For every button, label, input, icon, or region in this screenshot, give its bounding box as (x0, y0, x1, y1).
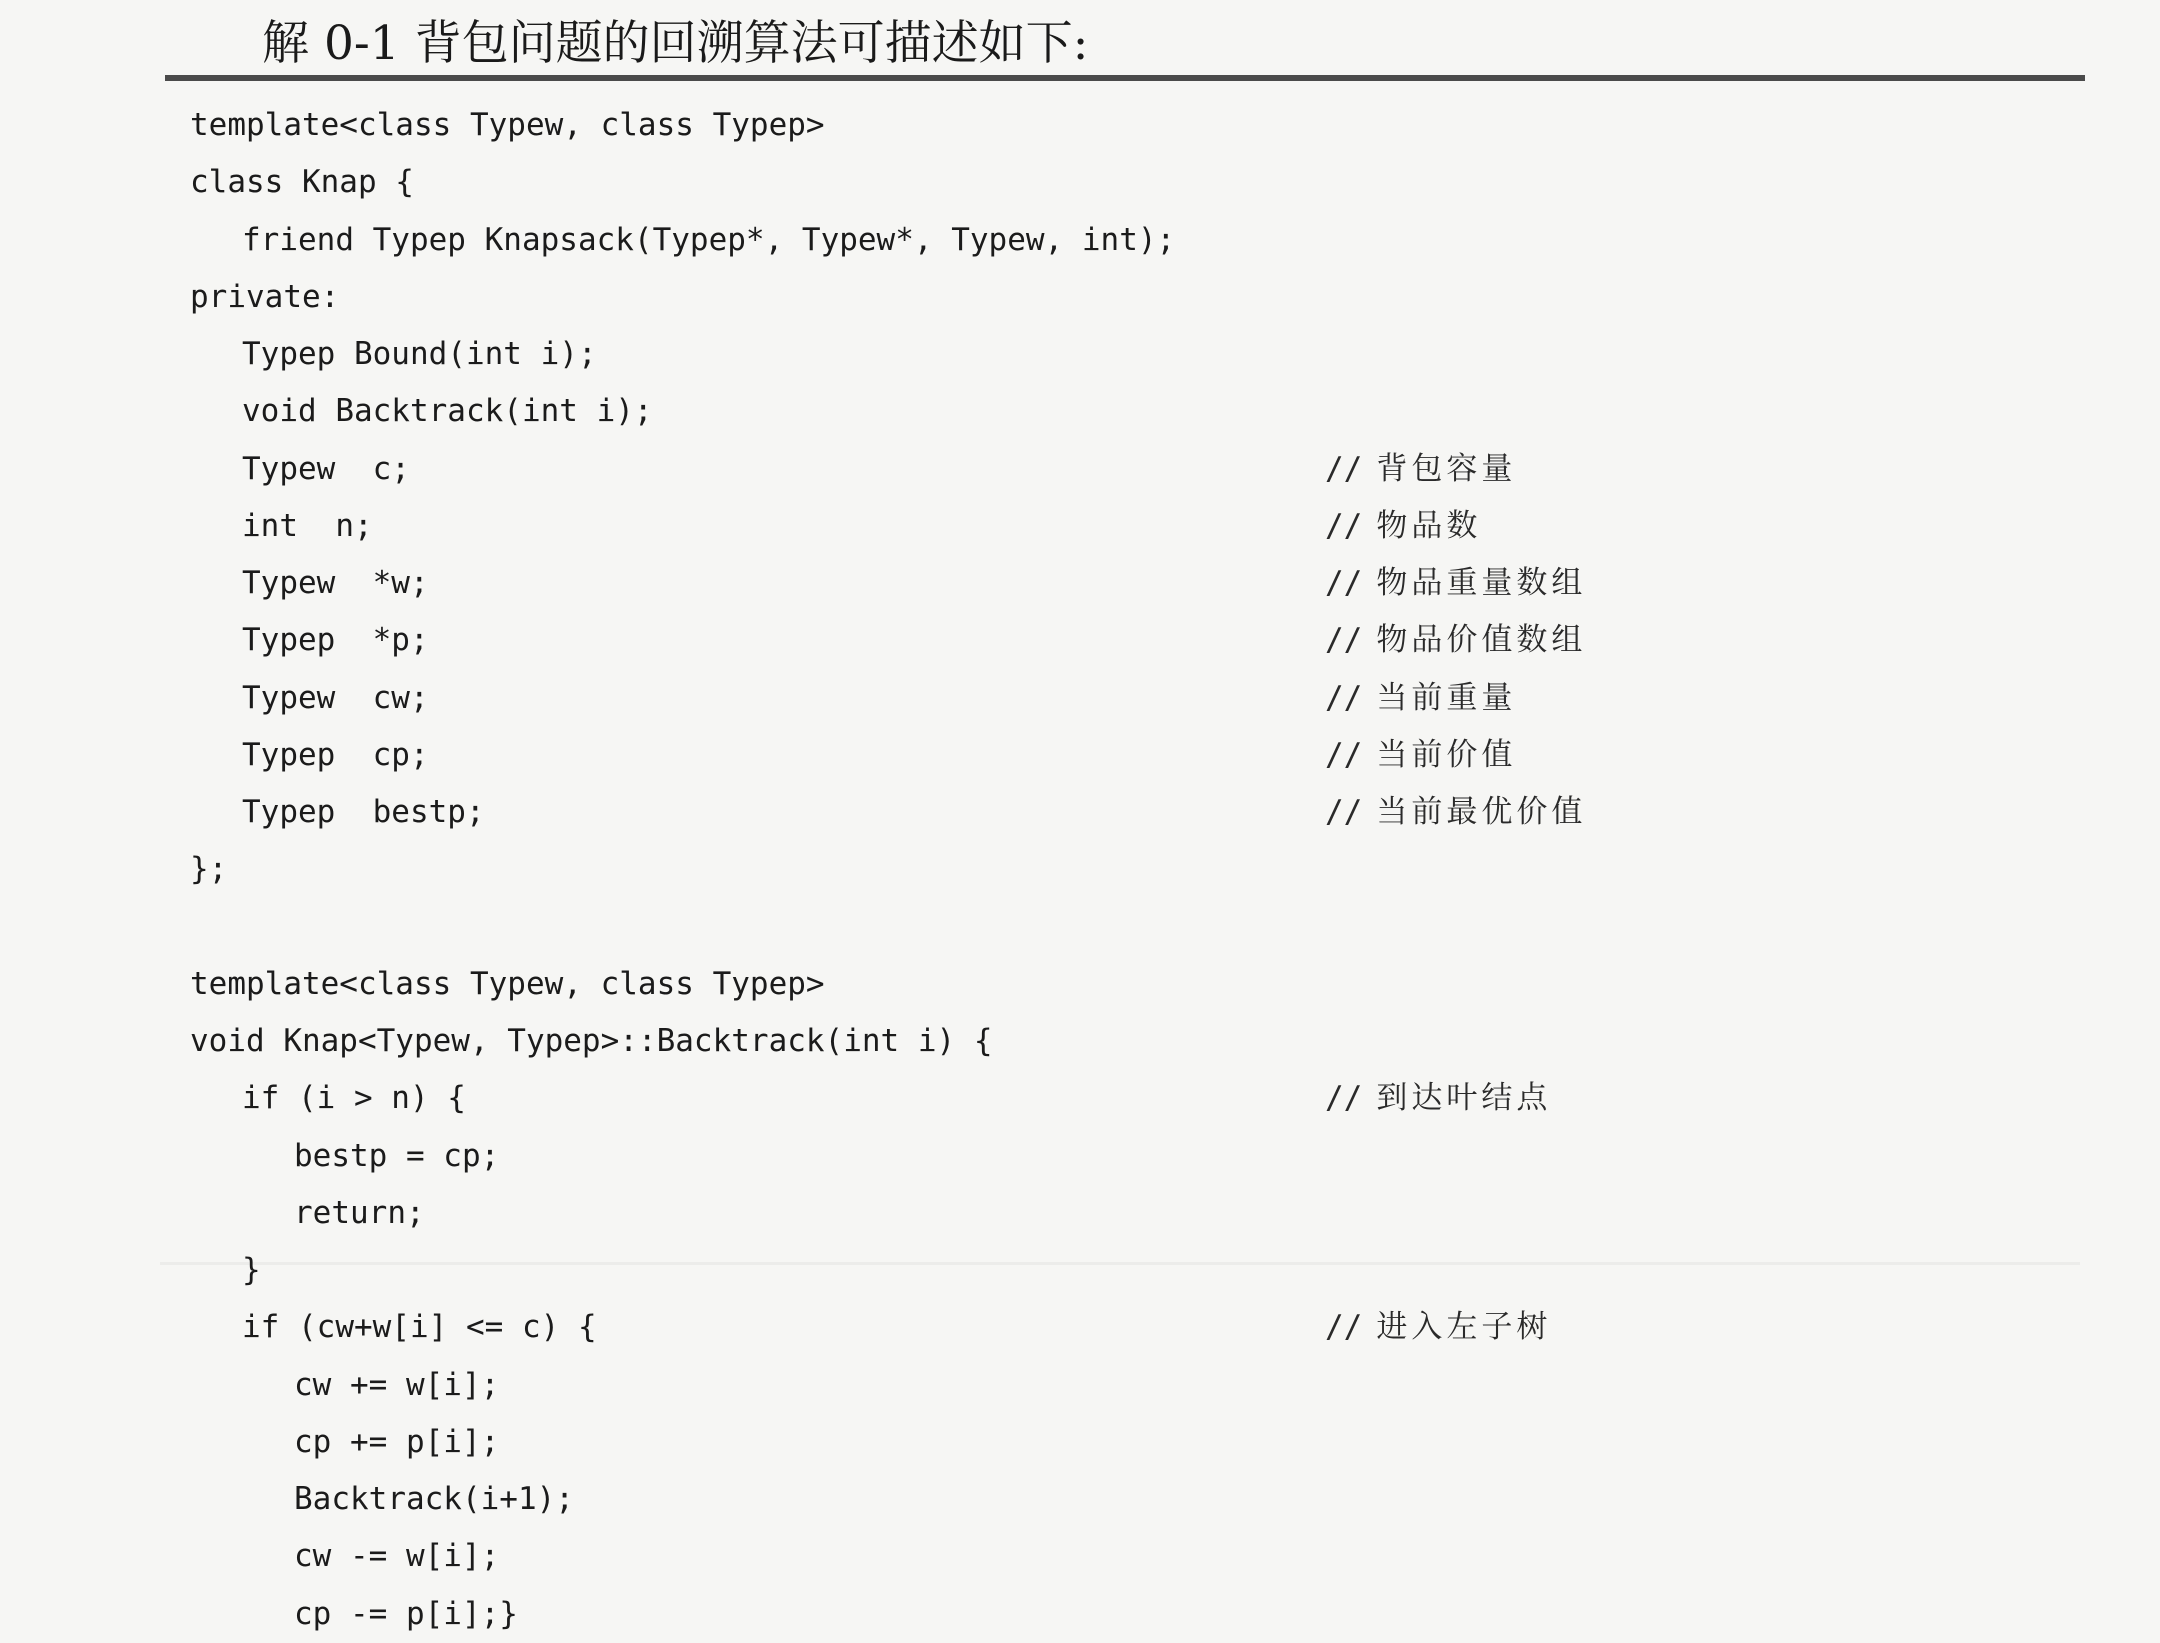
comment-text: 物品数 (1376, 507, 1482, 544)
code-text: cp -= p[i];} (294, 1595, 518, 1632)
code-comment: // 背包容量 (1325, 450, 1517, 487)
code-text: return; (294, 1194, 425, 1231)
code-comment: // 到达叶结点 (1325, 1080, 1552, 1117)
code-text: friend Typep Knapsack(Typep*, Typew*, Typew, int); (242, 221, 1176, 258)
bleed-through-rule (160, 1262, 2080, 1265)
code-comment: // 物品数 (1325, 507, 1482, 544)
code-text: if (cw+w[i] <= c) { (242, 1309, 597, 1346)
comment-text: 背包容量 (1376, 450, 1517, 487)
code-text: Typep cp; (242, 736, 429, 773)
code-text: } (242, 1252, 261, 1288)
code-text: void Backtrack(int i); (242, 393, 653, 430)
code-text: cp += p[i]; (294, 1423, 500, 1460)
code-text: Typew cw; (242, 679, 429, 716)
comment-text: 物品价值数组 (1376, 622, 1587, 659)
code-text: Typep bestp; (242, 794, 485, 830)
comment-text: 到达叶结点 (1376, 1080, 1552, 1117)
code-text: template<class Typew, class Typep> (190, 107, 825, 143)
code-text: class Knap { (190, 164, 414, 201)
code-comment: // 物品重量数组 (1325, 565, 1587, 601)
header-rule (165, 75, 2085, 81)
code-comment: // 当前最优价值 (1325, 794, 1587, 830)
intro-text: 解 0-1 背包问题的回溯算法可描述如下: (262, 16, 1089, 71)
code-text: cw -= w[i]; (294, 1538, 500, 1575)
code-comment: // 当前重量 (1325, 679, 1517, 716)
comment-text: 物品重量数组 (1376, 565, 1587, 601)
code-text: void Knap<Typew, Typep>::Backtrack(int i) { (190, 1023, 993, 1059)
code-text: cw += w[i]; (294, 1366, 500, 1403)
code-text: if (i > n) { (242, 1080, 466, 1117)
comment-text: 当前重量 (1376, 679, 1517, 716)
code-comment: // 进入左子树 (1325, 1309, 1552, 1346)
comment-text: 当前价值 (1376, 736, 1517, 773)
code-text: template<class Typew, class Typep> (190, 965, 825, 1002)
code-text: Typep Bound(int i); (242, 336, 597, 372)
comment-text: 当前最优价值 (1376, 794, 1587, 830)
code-comment: // 物品价值数组 (1325, 622, 1587, 659)
code-comment: // 当前价值 (1325, 736, 1517, 773)
code-text: Typew *w; (242, 565, 429, 601)
code-text: private: (190, 278, 340, 315)
code-text: Typep *p; (242, 622, 429, 659)
code-text: Typew c; (242, 450, 410, 487)
code-text: Backtrack(i+1); (294, 1481, 574, 1517)
code-text: }; (190, 851, 228, 888)
code-text: bestp = cp; (294, 1137, 500, 1174)
comment-text: 进入左子树 (1376, 1309, 1552, 1346)
code-text: int n; (242, 507, 373, 544)
